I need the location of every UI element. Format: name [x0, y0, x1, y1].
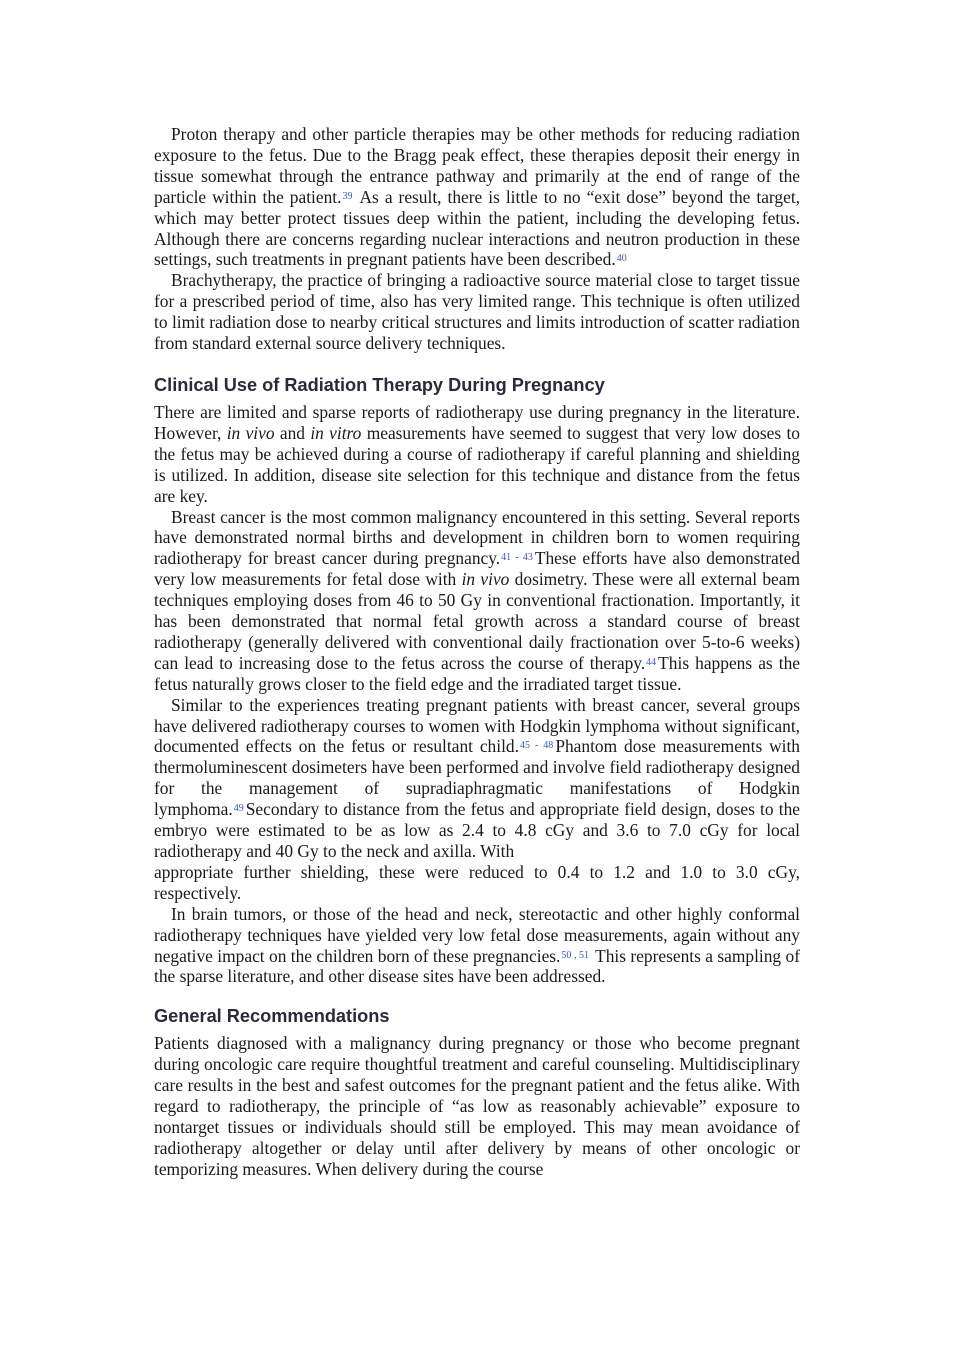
reference-link-41-43[interactable]: 41 - 43: [501, 552, 533, 564]
section-heading-general-recommendations: General Recommendations: [154, 1006, 390, 1027]
reference-link-39[interactable]: 39: [342, 190, 353, 202]
paragraph-text: appropriate further shielding, these were reduced to 0.4 to 1.2 and 1.0 to 3.0 cGy, respectively.: [154, 861, 800, 903]
paragraph-brachytherapy: Brachytherapy, the practice of bringing a radioactive source material close to target tissue for a prescribed period of time, also has very limited range. This technique is often utilized to limit radiation dose to nearby critical structures and limits introduction of scatter radiation from standard external source delivery techniques.: [154, 270, 800, 354]
reference-link-44[interactable]: 44: [646, 656, 657, 668]
italic-term: in vivo: [461, 569, 510, 590]
paragraph-brain-tumors: [154, 904, 800, 988]
paragraph-text: This happens as the fetus naturally grows closer to the field edge and the irradiated target tissue.: [154, 652, 800, 694]
reference-link-40[interactable]: 40: [616, 253, 627, 265]
paragraph-text: Proton therapy and other particle therapies may be other methods for reducing radiation exposure to the fetus. Due to the Bragg peak effect, these therapies deposit their energy in tissue somewhat through the entrance pathway and primarily at the end of range of the particle within the patient.: [154, 124, 800, 207]
paragraph-text: Secondary to distance from the fetus and appropriate field design, doses to the embryo were estimated to be as low as 2.4 to 4.8 cGy and 3.6 to 7.0 cGy for local radiotherapy and 40 Gy to the neck and axilla. With: [154, 799, 800, 861]
paragraph-hodgkin-lymphoma: [154, 695, 800, 904]
article-page: [154, 124, 800, 1180]
paragraph-limited-reports: [154, 402, 800, 507]
paragraph-text: Phantom dose measurements with thermoluminescent dosimeters have been performed and involve field radiotherapy designed for the management of supradiaphragmatic manifestations of Hodgkin lymphoma.: [154, 736, 800, 820]
paragraph-text: In brain tumors, or those of the head and neck, stereotactic and other highly conformal radiotherapy techniques have yielded very low fetal dose measurements, again without any negative impact on the children born of these pregnancies.: [154, 903, 800, 966]
paragraph-text: There are limited and sparse reports of radiotherapy use during pregnancy in the literature. However,: [154, 401, 800, 443]
section-heading-clinical-use: Clinical Use of Radiation Therapy During Pregnancy: [154, 374, 605, 395]
reference-link-50-51[interactable]: 50 , 51: [561, 949, 589, 961]
reference-link-49[interactable]: 49: [233, 803, 244, 815]
paragraph-text: Breast cancer is the most common malignancy encountered in this setting. Several reports have demonstrated normal births and development in children born to women requiring radiotherapy for breast cancer during pregnancy.: [154, 506, 800, 569]
paragraph-patients-diagnosed: Patients diagnosed with a malignancy during pregnancy or those who become pregnant during oncologic care require thoughtful treatment and careful counseling. Multidisciplinary care results in the best and safest outcomes for the pregnant patient and the fetus alike. With regard to radiotherapy, the principle of “as low as reasonably achievable” exposure to nontarget tissues or individuals should still be employed. This may mean avoidance of radiotherapy altogether or delay until after delivery by means of other oncologic or temporizing measures. When delivery during the course: [154, 1033, 800, 1179]
italic-term: in vitro: [310, 422, 362, 443]
paragraph-proton-therapy: [154, 124, 800, 270]
paragraph-text: and: [279, 422, 305, 443]
paragraph-text: dosimetry. These were all external beam techniques employing doses from 46 to 50 Gy in conventional fractionation. Importantly, it has been demonstrated that normal fetal growth across a standard course of breast radiotherapy (generally delivered with conventional daily fractionation over 5-to-6 weeks) can lead to increasing dose to the fetus across the course of therapy.: [154, 569, 800, 673]
paragraph-breast-cancer: [154, 507, 800, 695]
reference-link-45-48[interactable]: 45 - 48: [519, 740, 554, 752]
paragraph-text: These efforts have also demonstrated very low measurements for fetal dose with: [154, 548, 800, 590]
paragraph-text: This represents a sampling of the sparse literature, and other disease sites have been addressed.: [154, 945, 800, 987]
paragraph-text: Similar to the experiences treating pregnant patients with breast cancer, several groups have delivered radiotherapy courses to women with Hodgkin lymphoma without significant, documented effects on the fetus or resultant child.: [154, 694, 800, 757]
paragraph-text: As a result, there is little to no “exit dose” beyond the target, which may better protect tissues deep within the patient, including the developing fetus. Although there are concerns regarding nuclear interactions and neutron production in these settings, such treatments in pregnant patients have been described.: [154, 186, 800, 270]
paragraph-text: measurements have seemed to suggest that very low doses to the fetus may be achieved during a course of radiotherapy if careful planning and shielding is utilized. In addition, disease site selection for this technique and distance from the fetus are key.: [154, 422, 800, 506]
italic-term: in vivo: [226, 422, 275, 443]
